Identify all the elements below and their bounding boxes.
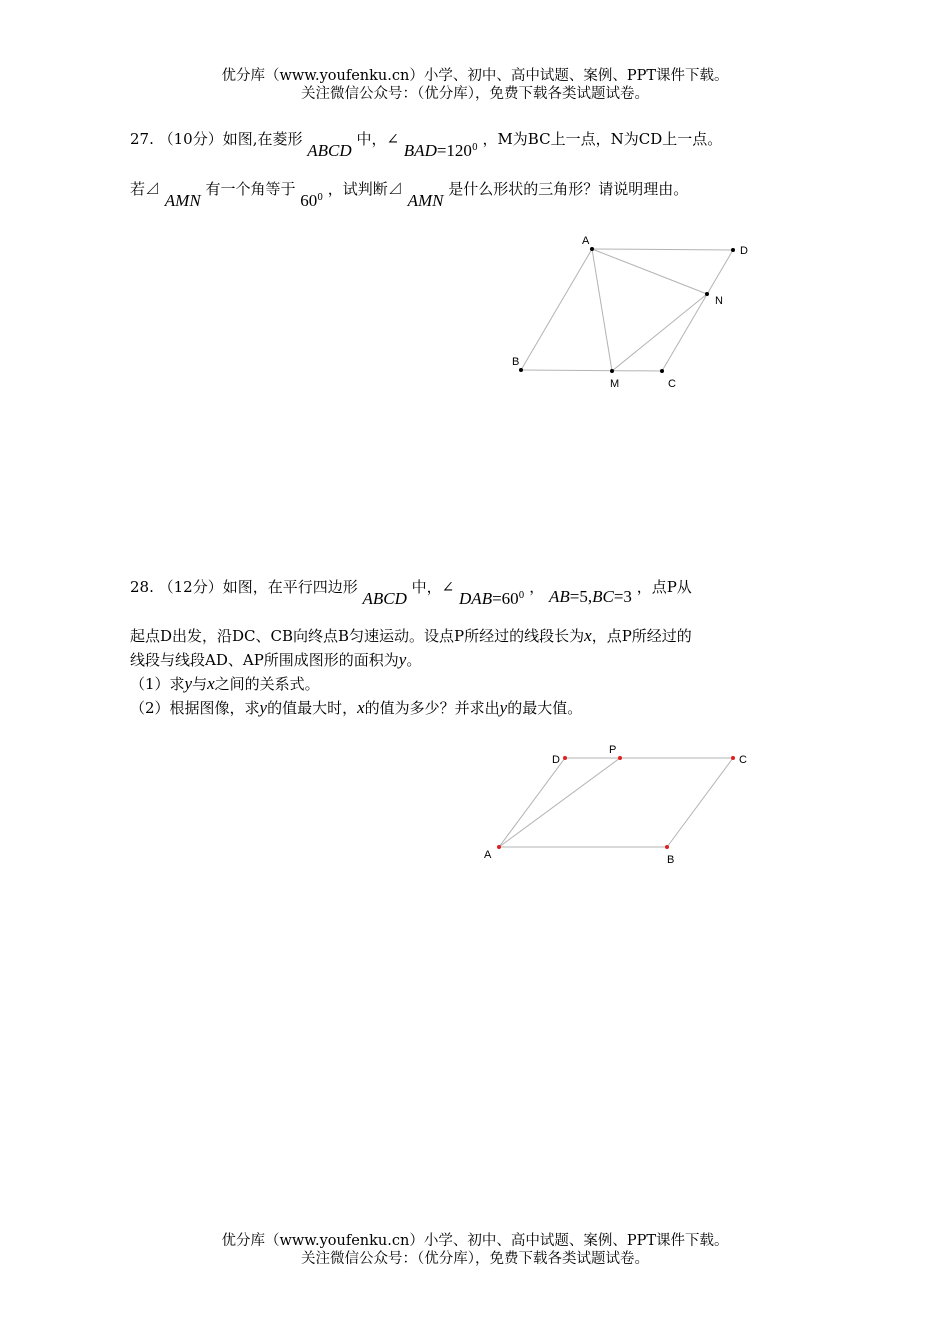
point-c bbox=[660, 369, 664, 373]
q27-math-sixty: $60^0$ bbox=[300, 191, 323, 210]
var-y: y bbox=[398, 650, 407, 669]
segment-mn bbox=[612, 294, 707, 371]
segment-bc bbox=[521, 370, 662, 371]
label-b: B bbox=[512, 356, 520, 368]
q28-text: ，点P从 bbox=[636, 578, 692, 596]
segment-ad bbox=[499, 758, 565, 847]
var-x: x bbox=[357, 698, 365, 717]
q28-line-1 bbox=[130, 576, 692, 608]
q27-math-amn: AMN bbox=[164, 191, 201, 210]
label-c: C bbox=[668, 378, 676, 390]
var-y: y bbox=[499, 698, 508, 717]
point-b bbox=[665, 845, 669, 849]
q27-text: 有一个角等于 bbox=[205, 180, 296, 198]
q28-line-3: 线段与线段AD、AP所围成图形的面积为y。 bbox=[130, 650, 422, 669]
point-d bbox=[563, 756, 567, 760]
point-m bbox=[610, 369, 614, 373]
segment-dc bbox=[662, 250, 733, 371]
label-a: A bbox=[484, 849, 492, 861]
label-n: N bbox=[715, 295, 723, 307]
q27-text: ，M为BC上一点，N为CD上一点。 bbox=[482, 130, 723, 148]
q27-math-amn: AMN bbox=[407, 191, 444, 210]
var-y: y bbox=[259, 698, 268, 717]
q27-text: 中，∠ bbox=[356, 130, 400, 148]
q28-math-angle: $DAB=60^0$ bbox=[459, 589, 525, 608]
q27-text: 27. （10分）如图,在菱形 bbox=[130, 130, 303, 148]
q27-math-angle: $BAD=120^0$ bbox=[403, 141, 478, 160]
point-p bbox=[618, 756, 622, 760]
label-c: C bbox=[739, 754, 747, 766]
q27-line-1 bbox=[130, 128, 723, 160]
var-y: y bbox=[184, 674, 193, 693]
label-d: D bbox=[552, 754, 560, 766]
point-a bbox=[497, 845, 501, 849]
label-m: M bbox=[610, 378, 620, 390]
q27-line-2 bbox=[130, 178, 689, 210]
q28-part-1: （1）求y与x之间的关系式。 bbox=[130, 674, 320, 693]
q27-text: 是什么形状的三角形？请说明理由。 bbox=[448, 180, 689, 198]
q28-parallelogram-figure bbox=[475, 740, 765, 870]
point-n bbox=[705, 292, 709, 296]
q28-text: 中，∠ bbox=[411, 578, 455, 596]
segment-bc bbox=[667, 758, 733, 847]
segment-ap bbox=[499, 758, 620, 847]
q27-text: ，试判断⊿ bbox=[327, 180, 403, 198]
footer-line-1: 优分库（www.youfenku.cn）小学、初中、高中试题、案例、PPT课件下载。 bbox=[221, 1233, 729, 1249]
label-d: D bbox=[740, 245, 748, 257]
footer-line-2: 关注微信公众号：（优分库），免费下载各类试题试卷。 bbox=[301, 1251, 649, 1267]
q27-rhombus-figure bbox=[500, 230, 760, 395]
label-b: B bbox=[667, 854, 675, 866]
header-line-2: 关注微信公众号：（优分库），免费下载各类试题试卷。 bbox=[301, 86, 649, 102]
var-x: x bbox=[207, 674, 215, 693]
q27-math-abcd: ABCD bbox=[307, 141, 352, 160]
q28-text: 28. （12分）如图，在平行四边形 bbox=[130, 578, 358, 596]
q27-text: 若⊿ bbox=[130, 180, 161, 198]
label-a: A bbox=[582, 235, 590, 247]
point-b bbox=[519, 368, 523, 372]
segment-ad bbox=[592, 249, 733, 250]
q28-text: ， bbox=[529, 578, 545, 596]
header-line-1: 优分库（www.youfenku.cn）小学、初中、高中试题、案例、PPT课件下载。 bbox=[221, 68, 729, 84]
point-c bbox=[731, 756, 735, 760]
point-d bbox=[731, 248, 735, 252]
label-p: P bbox=[609, 744, 617, 756]
q28-part-2: （2）根据图像，求y的值最大时，x的值为多少？并求出y的最大值。 bbox=[130, 698, 583, 717]
q28-math-abcd: ABCD bbox=[362, 589, 407, 608]
segment-an bbox=[592, 249, 707, 294]
var-x: x bbox=[584, 626, 592, 645]
point-a bbox=[590, 247, 594, 251]
q28-math-lengths: AB=5,BC=3 bbox=[548, 587, 632, 606]
q28-line-2: 起点D出发，沿DC、CB向终点B匀速运动。设点P所经过的线段长为x，点P所经过的 bbox=[130, 626, 692, 645]
segment-ab bbox=[521, 249, 592, 370]
segment-am bbox=[592, 249, 612, 371]
